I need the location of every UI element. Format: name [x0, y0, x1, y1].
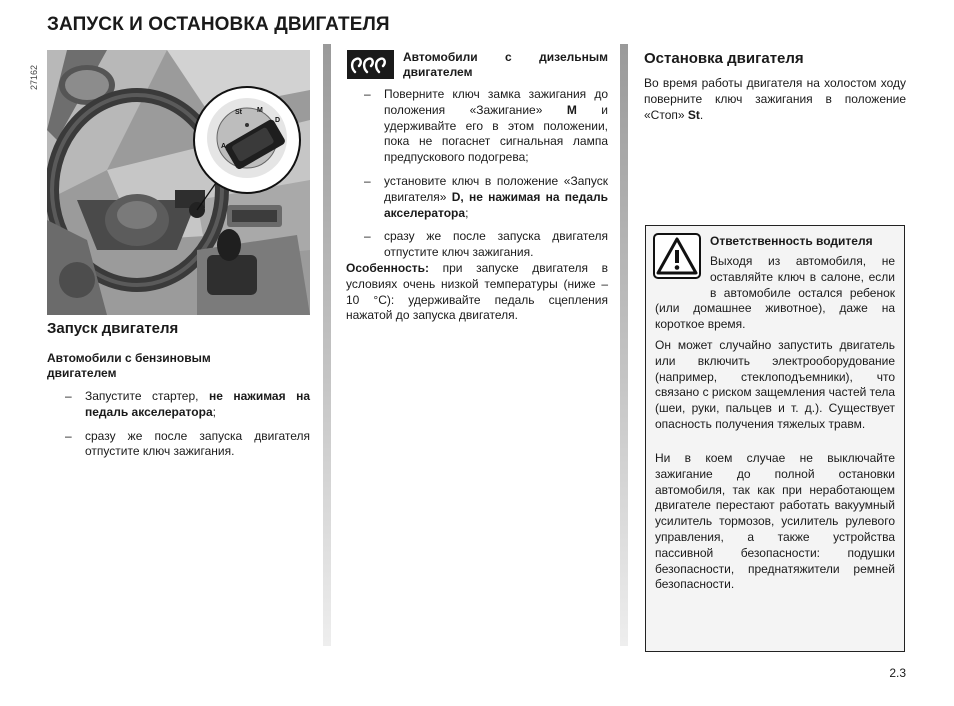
- warning-paragraph: Выходя из автомобиля, не оставляйте ключ в салоне, если в автомобиле остался ребенок (или домашнее животное), даже на короткое время.: [655, 254, 895, 332]
- key-position-a: A: [221, 143, 227, 150]
- key-position-m: M: [257, 107, 263, 114]
- stop-instructions: Во время работы двигателя на холостом ходу поверните ключ зажигания в положение «Стоп» St.: [644, 76, 906, 122]
- diesel-steps: [346, 87, 608, 269]
- page-number: 2.3: [889, 666, 906, 680]
- list-item: – Запустите стартер, не нажимая на педаль акселератора;: [65, 389, 310, 419]
- key-position-d: D: [275, 117, 281, 124]
- warning-paragraph: Он может случайно запустить двигатель или включить электрооборудование (например, стеклоподъемники), что связано с риском защемления частей тела (шеи, руки, пальцев и т. д.). Существует опасность получения тяжелых травм.: [655, 338, 895, 431]
- stop-heading: Остановка двигателя: [644, 50, 804, 67]
- cold-start-note: Особенность: при запуске двигателя в условиях очень низкой температуры (ниже –10 °C): удерживайте педаль сцепления нажатой до запуска двигателя.: [346, 261, 608, 323]
- diesel-heading: Автомобили с дизельным двигателем: [403, 50, 608, 79]
- glow-plug-icon: [347, 50, 394, 79]
- petrol-steps: [47, 389, 310, 468]
- start-heading: Запуск двигателя: [47, 320, 179, 337]
- column-divider: [323, 44, 331, 646]
- column-divider: [620, 44, 628, 646]
- warning-title: Ответственность водителя: [710, 234, 873, 248]
- figure-code: 27162: [29, 64, 39, 90]
- page-title: ЗАПУСК И ОСТАНОВКА ДВИГАТЕЛЯ: [47, 14, 390, 35]
- list-item: – сразу же после запуска двигателя отпустите ключ зажигания.: [65, 428, 310, 459]
- key-position-st: St: [235, 109, 242, 116]
- warning-paragraph: Ни в коем случае не выключайте зажигание до полной остановки автомобиля, так как при неработающем двигателе перестают работать вакуумный усилитель тормозов, усилитель рулевого управления, а также устройства пассивной безопасности: подушки безопасности, преднатяжители ремней безопасности.: [655, 451, 895, 592]
- list-item: – сразу же после запуска двигателя отпустите ключ зажигания.: [364, 229, 608, 260]
- petrol-heading: Автомобили с бензиновым двигателем: [47, 351, 211, 380]
- list-item: – Поверните ключ замка зажигания до положения «Зажигание» M и удерживайте его в этом положении, пока не погаснет сигнальная лампа предпускового подогрева;: [364, 87, 608, 165]
- dashboard-illustration: [47, 50, 310, 315]
- list-item: – установите ключ в положение «Запуск двигателя» D, не нажимая на педаль акселератора;: [364, 173, 609, 220]
